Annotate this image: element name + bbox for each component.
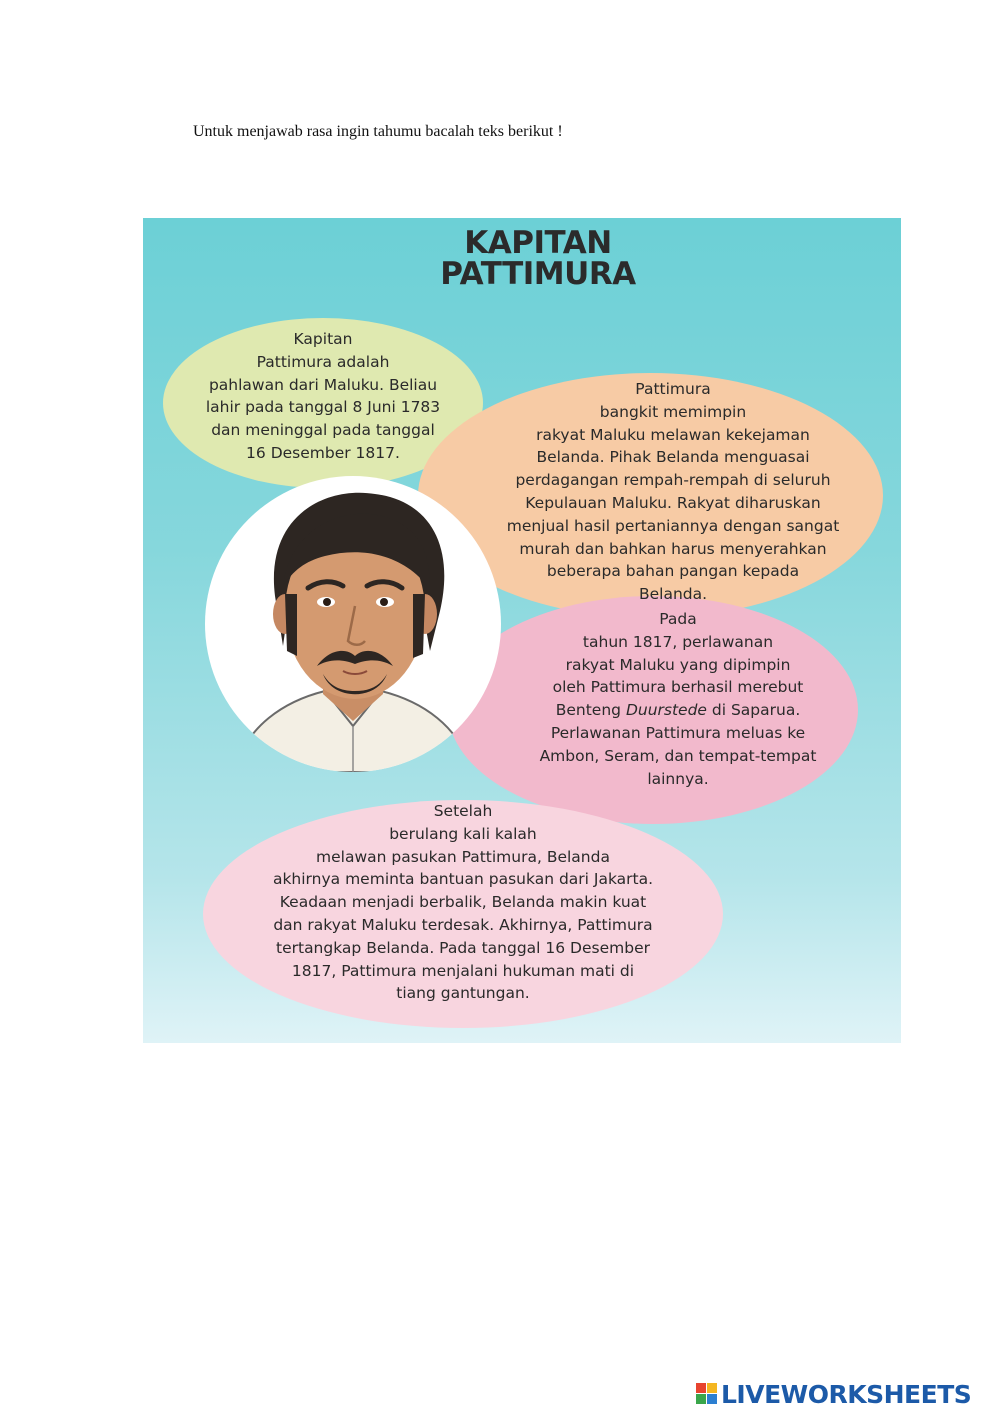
liveworksheets-mark-icon — [696, 1383, 718, 1405]
mark-square — [696, 1383, 706, 1393]
resistance-text — [463, 378, 883, 606]
mark-square — [696, 1394, 706, 1404]
text-line: 16 Desember 1817. — [246, 443, 400, 462]
text-line: lahir pada tanggal 8 Juni 1783 — [205, 398, 441, 417]
benteng-suffix: di Saparua. — [706, 701, 801, 720]
pattimura-portrait — [205, 476, 501, 772]
text-line: akhirnya meminta bantuan pasukan dari Jakarta. — [272, 870, 654, 889]
liveworksheets-wordmark: LIVEWORKSHEETS — [721, 1379, 972, 1409]
mark-square — [707, 1383, 717, 1393]
pattimura-illustration — [205, 476, 501, 772]
poster-title — [413, 225, 663, 292]
text-line: Perlawanan Pattimura meluas ke — [550, 723, 806, 742]
instruction-text: Untuk menjawab rasa ingin tahumu bacalah teks berikut ! — [193, 123, 563, 140]
text-line: tertangkap Belanda. Pada tanggal 16 Desember — [276, 938, 650, 957]
liveworksheets-logo[interactable] — [696, 1378, 971, 1410]
text-line: Pattimura — [635, 380, 711, 398]
text-line: berulang kali kalah — [389, 824, 537, 843]
text-line: Pada — [659, 610, 697, 628]
text-line: Belanda. — [638, 585, 708, 604]
text-line: Keadaan menjadi berbalik, Belanda makin kuat — [279, 893, 647, 912]
text-line: rakyat Maluku yang dipimpin — [565, 655, 791, 674]
text-line: Belanda. Pihak Belanda menguasai — [536, 448, 810, 467]
text-line: perdagangan rempah-rempah di seluruh — [515, 471, 831, 490]
text-line: tahun 1817, perlawanan — [582, 632, 774, 651]
text-line: Kepulauan Maluku. Rakyat diharuskan — [525, 493, 821, 512]
text-line: dan meninggal pada tanggal — [211, 421, 435, 440]
text-line: bangkit memimpin — [599, 402, 747, 421]
text-line: tiang gantungan. — [396, 984, 530, 1003]
text-line: Kapitan — [293, 330, 353, 348]
biography-text — [173, 328, 473, 465]
text-line: murah dan bahkan harus menyerahkan — [519, 539, 827, 558]
poster-title-line: KAPITAN — [464, 225, 612, 261]
text-line: Pattimura adalah — [256, 352, 390, 371]
text-line-benteng — [508, 699, 848, 722]
pattimura-poster — [143, 218, 901, 1043]
benteng-name: Duurstede — [625, 701, 707, 720]
text-line: menjual hasil pertaniannya dengan sangat — [506, 516, 840, 535]
text-line: beberapa bahan pangan kepada — [546, 562, 800, 581]
text-line: Ambon, Seram, dan tempat-tempat — [539, 746, 817, 765]
poster-title-line: PATTIMURA — [440, 256, 636, 292]
text-line: oleh Pattimura berhasil merebut — [552, 678, 804, 697]
text-line: lainnya. — [647, 769, 709, 788]
benteng-prefix: Benteng — [555, 701, 626, 720]
text-line: Setelah — [433, 802, 493, 820]
text-line: pahlawan dari Maluku. Beliau — [208, 375, 438, 394]
mark-square — [707, 1394, 717, 1404]
text-line: 1817, Pattimura menjalani hukuman mati di — [291, 961, 635, 980]
text-line: melawan pasukan Pattimura, Belanda — [316, 847, 610, 866]
duurstede-text — [508, 608, 848, 790]
capture-text — [223, 800, 703, 1005]
text-line: dan rakyat Maluku terdesak. Akhirnya, Pattimura — [273, 915, 653, 934]
text-line: rakyat Maluku melawan kekejaman — [536, 425, 810, 444]
